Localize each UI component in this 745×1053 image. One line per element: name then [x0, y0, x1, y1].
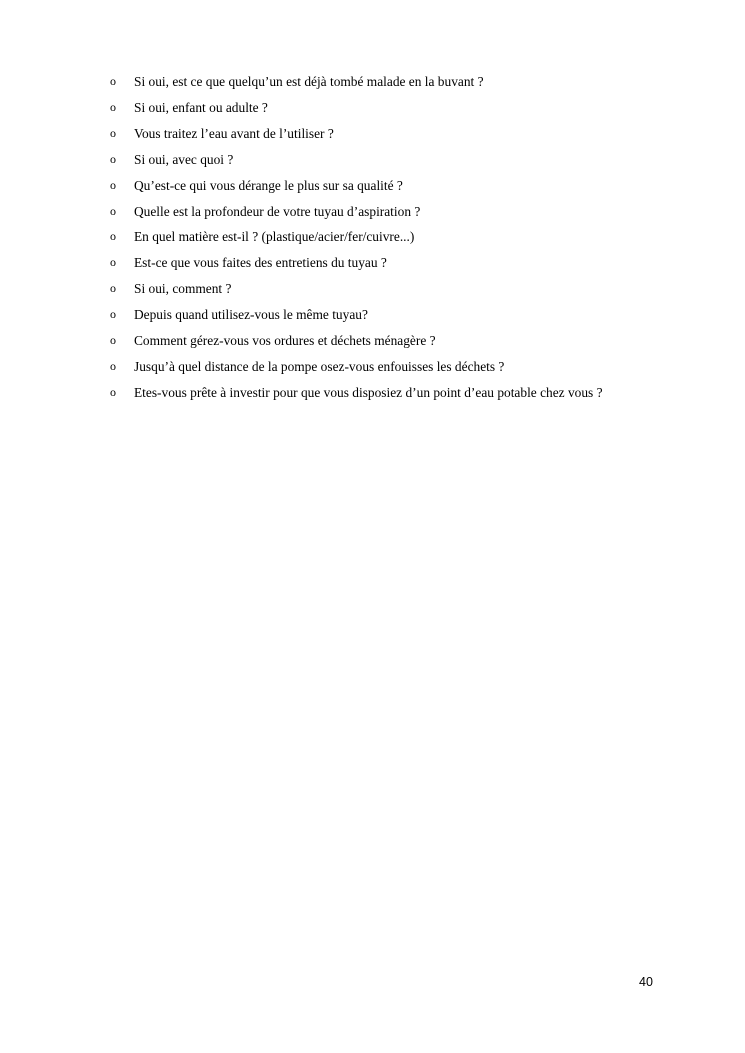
page-number: 40 [639, 975, 653, 989]
question-text: Depuis quand utilisez-vous le même tuyau? [134, 307, 368, 323]
question-text: Comment gérez-vous vos ordures et déchets ménagère ? [134, 333, 436, 349]
bullet-circle-icon: o [110, 281, 116, 296]
question-item [110, 302, 640, 328]
bullet-circle-icon: o [110, 307, 116, 322]
bullet-circle-icon: o [110, 74, 116, 88]
bullet-circle-icon: o [110, 333, 116, 348]
question-item [110, 69, 640, 95]
bullet-circle-icon: o [110, 125, 116, 140]
question-text: Est-ce que vous faites des entretiens du tuyau ? [134, 255, 387, 271]
bullet-circle-icon: o [110, 203, 116, 218]
bullet-circle-icon: o [110, 229, 116, 244]
question-item [110, 380, 640, 406]
question-list [110, 69, 640, 406]
question-text: Jusqu’à quel distance de la pompe osez-vous enfouisses les déchets ? [134, 358, 505, 374]
question-item [110, 199, 640, 225]
bullet-circle-icon: o [110, 358, 116, 373]
question-item [110, 328, 640, 354]
question-text: En quel matière est-il ? (plastique/acier/fer/cuivre...) [134, 229, 415, 245]
question-item [110, 250, 640, 276]
question-item [110, 121, 640, 147]
question-text: Si oui, enfant ou adulte ? [134, 99, 268, 115]
bullet-circle-icon: o [110, 384, 116, 399]
bullet-circle-icon: o [110, 151, 116, 166]
question-item [110, 173, 640, 199]
question-text: Quelle est la profondeur de votre tuyau d’aspiration ? [134, 203, 421, 219]
question-text: Etes-vous prête à investir pour que vous disposiez d’un point d’eau potable chez vous ? [134, 384, 603, 400]
question-item [110, 224, 640, 250]
bullet-circle-icon: o [110, 255, 116, 270]
question-item [110, 95, 640, 121]
question-text: Si oui, avec quoi ? [134, 151, 234, 167]
question-item [110, 147, 640, 173]
question-text: Si oui, comment ? [134, 281, 232, 297]
question-text: Si oui, est ce que quelqu’un est déjà tombé malade en la buvant ? [134, 74, 484, 89]
bullet-circle-icon: o [110, 177, 116, 192]
question-text: Vous traitez l’eau avant de l’utiliser ? [134, 125, 334, 141]
question-item [110, 276, 640, 302]
question-text: Qu’est-ce qui vous dérange le plus sur sa qualité ? [134, 177, 403, 193]
bullet-circle-icon: o [110, 99, 116, 114]
question-item [110, 354, 640, 380]
